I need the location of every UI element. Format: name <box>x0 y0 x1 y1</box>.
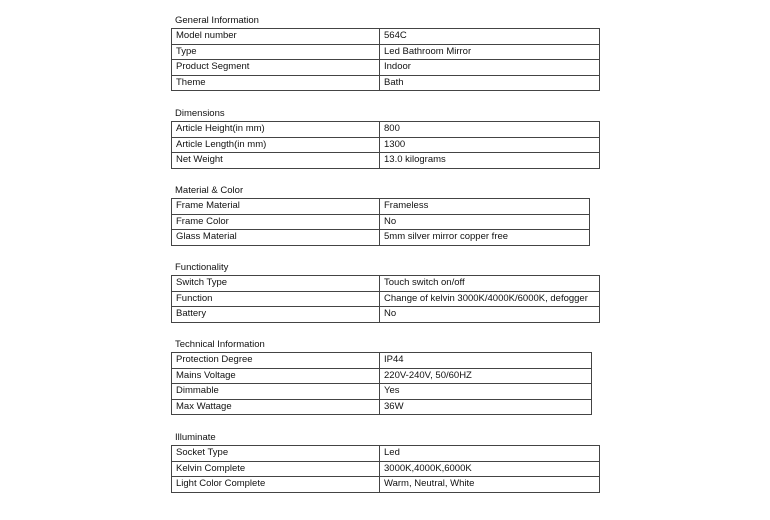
row-label: Max Wattage <box>172 399 380 415</box>
row-label: Light Color Complete <box>172 477 380 493</box>
row-value: 1300 <box>380 137 600 153</box>
table-row <box>172 353 592 369</box>
row-value: 13.0 kilograms <box>380 153 600 169</box>
row-value: Change of kelvin 3000K/4000K/6000K, defogger <box>380 291 600 307</box>
row-value: IP44 <box>380 353 592 369</box>
row-label: Dimmable <box>172 384 380 400</box>
table-row <box>172 368 592 384</box>
table-row <box>172 153 600 169</box>
table-row <box>172 477 600 493</box>
row-value: No <box>380 307 600 323</box>
section-functionality <box>171 261 600 323</box>
row-value: No <box>380 214 590 230</box>
row-label: Glass Material <box>172 230 380 246</box>
section-title: Illuminate <box>175 432 216 443</box>
table-row <box>172 137 600 153</box>
table-row <box>172 276 600 292</box>
row-label: Battery <box>172 307 380 323</box>
row-label: Type <box>172 44 380 60</box>
row-value: Frameless <box>380 199 590 215</box>
table-row <box>172 29 600 45</box>
row-label: Switch Type <box>172 276 380 292</box>
section-material-color <box>171 184 590 246</box>
row-label: Mains Voltage <box>172 368 380 384</box>
table-row <box>172 60 600 76</box>
section-technical-information <box>171 338 592 415</box>
row-value: Touch switch on/off <box>380 276 600 292</box>
row-label: Article Length(in mm) <box>172 137 380 153</box>
section-illuminate <box>171 431 600 493</box>
section-dimensions <box>171 107 600 169</box>
table-row <box>172 399 592 415</box>
table-row <box>172 307 600 323</box>
spec-table <box>171 352 592 415</box>
spec-table <box>171 275 600 323</box>
row-label: Function <box>172 291 380 307</box>
spec-table <box>171 198 590 246</box>
row-value: 564C <box>380 29 600 45</box>
section-general-information <box>171 14 600 91</box>
row-label: Model number <box>172 29 380 45</box>
table-row <box>172 291 600 307</box>
table-row <box>172 214 590 230</box>
table-row <box>172 230 590 246</box>
row-label: Kelvin Complete <box>172 461 380 477</box>
row-label: Article Height(in mm) <box>172 122 380 138</box>
row-value: Led <box>380 446 600 462</box>
section-title: Material & Color <box>175 185 244 196</box>
row-label: Frame Material <box>172 199 380 215</box>
section-title: General Information <box>175 15 259 26</box>
row-value: Indoor <box>380 60 600 76</box>
row-label: Product Segment <box>172 60 380 76</box>
row-value: 5mm silver mirror copper free <box>380 230 590 246</box>
spec-table <box>171 445 600 493</box>
row-value: 36W <box>380 399 592 415</box>
row-label: Protection Degree <box>172 353 380 369</box>
table-row <box>172 384 592 400</box>
row-value: Yes <box>380 384 592 400</box>
row-value: 3000K,4000K,6000K <box>380 461 600 477</box>
table-row <box>172 122 600 138</box>
spec-table <box>171 28 600 91</box>
row-label: Frame Color <box>172 214 380 230</box>
row-value: 800 <box>380 122 600 138</box>
row-label: Net Weight <box>172 153 380 169</box>
table-row <box>172 44 600 60</box>
spec-table <box>171 121 600 169</box>
table-row <box>172 446 600 462</box>
row-value: Warm, Neutral, White <box>380 477 600 493</box>
row-label: Theme <box>172 75 380 91</box>
table-row <box>172 461 600 477</box>
table-row <box>172 199 590 215</box>
row-value: Bath <box>380 75 600 91</box>
table-row <box>172 75 600 91</box>
row-value: Led Bathroom Mirror <box>380 44 600 60</box>
section-title: Functionality <box>175 262 229 273</box>
section-title: Technical Information <box>175 339 265 350</box>
row-label: Socket Type <box>172 446 380 462</box>
row-value: 220V-240V, 50/60HZ <box>380 368 592 384</box>
section-title: Dimensions <box>175 108 225 119</box>
